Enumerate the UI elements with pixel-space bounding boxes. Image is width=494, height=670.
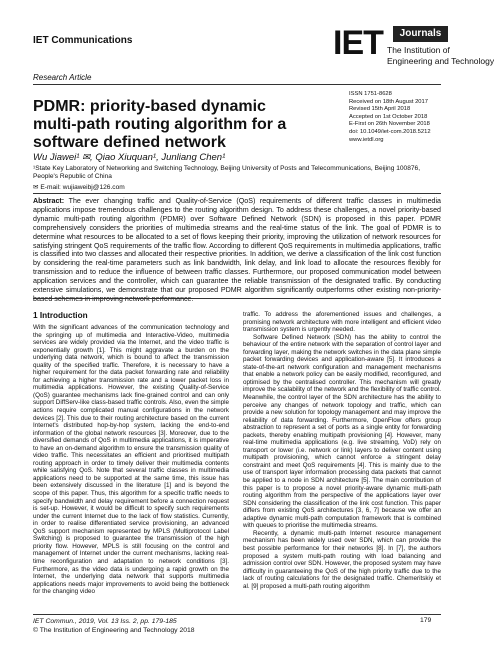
meta-doi[interactable]: doi: 10.1049/iet-com.2018.5212 — [349, 128, 431, 135]
body-column-right — [243, 311, 441, 590]
footer-rule — [33, 614, 441, 615]
journal-name: IET Communications — [33, 35, 133, 46]
abstract-text: The ever changing traffic and Quality-of-Service (QoS) requirements of different traffic classes in multimedia applications impose tremendous challenges to the routing algorithm design. To address these challenges, a novel priority-based dynamic multi-path routing algorithm (PDMR) over Software Defined Network (SDN) is proposed in this paper. PDMR comprehensively considers the priorities of multimedia streams and the real-time status of the link. The goal of PDMR is to determine what resources to be allocated to a set of flows keeping their priority, improving the utilization of network resources for satisfying stringent QoS requirements of the traffic flow. According to different QoS requirements in multimedia applications, traffic is classified into two classes and allocated their respective priorities. In addition, we derive a classification of the link cost function by considering the real-time parameters such as link bandwidth, link delay, and link load to allocate the resources flexibly for transmission and to reduce the influence of between traffic classes. Furthermore, our proposed communication model between application services and the controller, which can guarantee the reliable transmission of the designated traffic. By conducting extensive simulations, we demonstrate that our proposed PDMR algorithm significantly outperforms other existing non-priority- — [33, 197, 441, 295]
meta-received: Received on 18th August 2017 — [349, 98, 428, 105]
meta-efirst: E-First on 26th November 2018 — [349, 121, 430, 128]
page-number: 179 — [420, 617, 432, 624]
abstract — [33, 197, 441, 304]
logo-badge: Journals — [393, 26, 448, 42]
paper-title: PDMR: priority-based dynamic multi-path routing algorithm for a software defined network — [33, 98, 287, 151]
abstract-top-rule — [33, 193, 441, 194]
publication-meta — [349, 91, 431, 144]
paragraph: Software Defined Network (SDN) has the ability to control the behaviour of the entire network with the separation of control layer and forwarding layer, making the network switches in the data plane simple packet forwarding devices and application-aware [5]. It introduces a state-of-the-art network configuration and management mechanisms that enable a network policy can be easily modified, reconfigured, and optimised by the centralised controller. This mechanism will greatly improve the scalability of the network and the flexibility of traffic control. Meanwhile, the control layer of the SDN architecture has the ability to perceive any changes of network topology and traffic, which can provide a new solution for topology management and may improve the reliability of data forwarding. Furthermore, OpenFlow offers group abstraction to represent a set of ports as a single entity for forwarding packets, thereby enabling multipath provisioning [4]. However, many real-time multimedia applications (e.g. live streaming, VoD) rely on transport or lower (i.e. network or link) layers to deliver content using multipath provisioning, which cannot enforce a stringent delay constraint and meet QoS requirements [4]. This is mainly due to the use of transport layer information processing data packets that cannot be applied to a node in SDN architecture [5]. The main contribution of this paper is to propose a novel priority-aware dynamic multi-path routing algorithm from the perspective of the applications layer over SDN considering the classification of the link cost function. This paper differs from existing QoS architectures [3, 6, 7] because we offer an adaptive dynamic multi-path computation framework that is combined with queues to prioritise the multimedia streams. — [243, 333, 441, 530]
section-heading: 1 Introduction — [33, 311, 88, 320]
logo-mark: IET — [333, 24, 383, 62]
footer-citation-block — [33, 617, 195, 635]
affiliation: ¹State Key Laboratory of Networking and Switching Technology, Beijing University of Posts and Telecommunications, Beijing 100876, People's Republic of China — [33, 165, 421, 181]
footer-citation: IET Commun., 2019, Vol. 13 Iss. 2, pp. 179-185 — [33, 618, 177, 625]
meta-revised: Revised 15th April 2018 — [349, 106, 411, 113]
meta-issn: ISSN 1751-8628 — [349, 91, 392, 97]
header-rule — [33, 84, 441, 85]
author-email[interactable]: ✉ E-mail: wujiaweibj@126.com — [33, 184, 125, 191]
paragraph: With the significant advances of the communication technology and the springing up of multimedia and Interactive-Video, multimedia services are widely provided via the Internet, and the video traffic is exponentially growth [1]. This might aggravate a burden on the underlying data network, which is bound to affect the transmission quality of the specified traffic. Therefore, it is necessary to have a higher requirement for the data packet forwarding rate and reliability for achieving a higher transmission rate and a lower packet loss in multimedia applications. However, the existing Quality-of-Service (QoS) guarantee mechanisms lack fine-grained control and can only support DiffServ-like class-based traffic controls. Also, even the simple actions require complicated manual configurations in the network devices [2]. This due to their routing architecture based on the current Internet's distributed hop-by-hop system, lacking the end-to-end information of the global network resources [3]. Moreover, due to the diversified demands of QoS in multimedia applications, it is imperative to have an on-demand algorithm to ensure the transmission quality of video traffic. This necessitates an efficient and prioritised multipath routing approach in order to timely deliver their multimedia contents while satisfying QoS. Note that several traffic classes in multimedia applications need to be supported at the same time, this issue has been extensively discussed in the literature [1] and is beyond the scope of this paper. Thus, this algorithm for a specific traffic needs to specify bandwidth and delay requirement before a connection request is set-up. However, it would be difficult to specify such requirements under the current Internet due to the lack of flow statistics. Currently, in order to realise differentiated service provisioning, an advanced QoS support mechanism represented by MPLS (Multiprotocol Label Switching) is proposed to guarantee the transmission of the high priority flow. However, MPLS is still focusing on the control and management of Internet under the current mechanisms, lacking real-time reconfiguration and adaptation to network conditions [3]. Furthermore, as the video data is undergoing a rapid growth on the Internet, the underlying data network that supports multimedia applications needs major improvements to avoid being the bottleneck for the changing video — [33, 324, 229, 596]
article-type: Research Article — [33, 73, 92, 82]
abstract-bottom-rule — [33, 298, 441, 299]
authors: Wu Jiawei¹ ✉, Qiao Xiuquan¹, Junliang Chen¹ — [33, 152, 226, 163]
meta-accepted: Accepted on 1st October 2018 — [349, 113, 428, 120]
footer-copyright: © The Institution of Engineering and Technology 2018 — [33, 627, 195, 634]
paragraph: traffic. To address the aforementioned issues and challenges, a promising network architecture with more intelligent and efficient video transmission system is urgently needed. — [243, 311, 441, 334]
body-column-left — [33, 324, 229, 596]
logo-line2: Engineering and Technology — [387, 56, 494, 66]
iet-journals-logo — [333, 24, 494, 74]
logo-line1: The Institution of — [387, 45, 450, 55]
abstract-label: Abstract: — [33, 197, 65, 205]
paragraph: Recently, a dynamic multi-path Internet resource management mechanism has been widely used over SDN, which can provide the best possible performance for their networks [8]. In [7], the authors proposed a system multi-path routing with load balancing and admission control over SDN. However, the proposed system may have difficulty in guaranteeing the QoS of the high priority traffic due to the lack of routing calculations for the designated traffic. Chemeritskiy et al. [9] proposed a multi-path routing algorithm — [243, 529, 441, 590]
meta-website[interactable]: www.ietdl.org — [349, 136, 384, 143]
